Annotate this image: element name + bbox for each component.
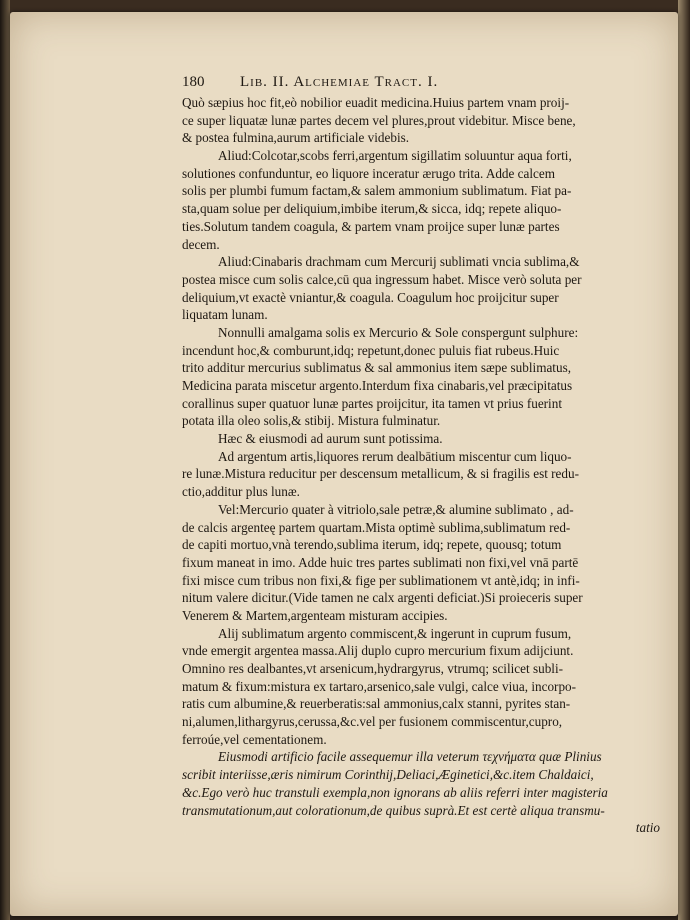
text-line: matum & fixum:mistura ex tartaro,arsenico,sale vulgi, calce viua, incorpo- [182, 678, 577, 694]
text-line: re lunæ.Mistura reducitur per descensum metallicum, & si fragilis est redu- [182, 466, 579, 482]
running-head: Lib. II. Alchemiae Tract. I. [240, 74, 439, 90]
book-page [10, 12, 678, 916]
right-page-edge [678, 0, 690, 920]
text-line: Ad argentum artis,liquores rerum dealbātium miscentur cum liquo- [218, 448, 572, 464]
text-line: scribit interiisse,æris nimirum Corinthij,Deliaci,Æginetici,&c.item Chaldaici, [182, 767, 594, 783]
text-line: liquatam lunam. [182, 307, 268, 323]
text-line: Quò sæpius hoc fit,eò nobilior euadit medicina.Huius partem vnam proij- [182, 95, 570, 110]
text-line: transmutationum,aut colorationum,de quibus suprà.Et est certè aliqua transmu- [182, 802, 605, 818]
text-block [182, 74, 660, 837]
text-line: Nonnulli amalgama solis ex Mercurio & Sole conspergunt sulphure: [218, 324, 579, 340]
text-line: sta,quam solue per deliquium,imbibe iterum,& sicca, idq; repete aliquo- [182, 201, 562, 217]
text-line: potata illa oleo solis,& stibij. Mistura fulminatur. [182, 413, 441, 429]
text-line: Medicina parata miscetur argento.Interdum fixa cinabaris,vel præcipitatus [182, 378, 573, 393]
text-line: incendunt hoc,& comburunt,idq; repetunt,donec puluis fiat rubeus.Huic [182, 342, 560, 358]
page-header [182, 74, 660, 94]
text-line: ferroúe,vel cementationem. [182, 731, 327, 747]
text-line: fixi misce cum tribus non fixi,& fige per sublimationem vt antè,idq; in infi- [182, 572, 580, 588]
text-line: fixum maneat in imo. Adde huic tres partes sublimati non fixi,vel vnā partē [182, 554, 579, 570]
text-line: Vel:Mercurio quater à vitriolo,sale petræ,& alumine sublimato , ad- [218, 501, 574, 517]
text-line: ce super liquatæ lunæ partes decem vel plures,prout videbitur. Misce bene, [182, 112, 576, 128]
text-line: ni,alumen,lithargyrus,cerussa,&c.vel per fusionem commiscentur,cupro, [182, 714, 563, 730]
text-line: postea misce cum solis calce,cū qua ingressum habet. Misce verò soluta per [182, 271, 582, 287]
text-line: corallinus super quatuor lunæ partes proijcitur, ita tamen vt prius fuerint [182, 395, 562, 411]
page-number: 180 [182, 74, 205, 90]
text-line: Alij sublimatum argento commiscent,& ingerunt in cuprum fusum, [218, 625, 572, 641]
text-line: ratis cum albumine,& reuerberatis:sal ammonius,calx stanni, pyrites stan- [182, 696, 571, 712]
text-line: deliquium,vt exactè vniantur,& coagula. Coagulum hoc proijcitur super [182, 289, 559, 305]
text-line: ties.Solutum tandem coagula, & partem vnam proijce super lunæ partes [182, 218, 560, 234]
text-line: Aliud:Cinabaris drachmam cum Mercurij sublimati vncia sublima,& [218, 254, 580, 270]
text-line: ctio,additur plus lunæ. [182, 484, 300, 500]
text-line: Omnino res dealbantes,vt arsenicum,hydrargyrus, vtrumq; scilicet subli- [182, 661, 564, 676]
text-line: de capiti mortuo,vnà terendo,sublima iterum, idq; repete, quousq; totum [182, 537, 562, 553]
text-line: solis per plumbi fumum factam,& salem ammonium sublimatum. Fiat pa- [182, 183, 572, 199]
left-page-edge [0, 0, 10, 920]
text-line: Eiusmodi artificio facile assequemur illa veterum τεχνήματα quæ Plinius [218, 749, 602, 765]
text-line: trito additur mercurius sublimatus & sal ammonius item sæpe sublimatus, [182, 360, 571, 376]
text-line: Hæc & eiusmodi ad aurum sunt potissima. [218, 431, 443, 447]
text-line: de calcis argenteę partem quartam.Mista optimè sublima,sublimatum red- [182, 519, 571, 535]
text-line: solutiones confunduntur, eo liquore inceratur ærugo trita. Adde calcem [182, 165, 556, 181]
text-line: decem. [182, 236, 220, 252]
text-line: &c.Ego verò huc transtuli exempla,non ignorans ab aliis referri inter magisteria [182, 784, 608, 800]
text-line: nitum valere dicitur.(Vide tamen ne calx argenti deficiat.)Si proieceris super [182, 590, 583, 606]
text-line: tatio [635, 820, 660, 836]
text-line: Venerem & Martem,argenteam misturam accipies. [182, 607, 448, 623]
text-line: Aliud:Colcotar,scobs ferri,argentum sigillatim soluuntur aqua forti, [218, 148, 572, 164]
text-line: vnde emergit argentea massa.Alij duplo cupro mercurium fixum adijciunt. [182, 643, 574, 659]
text-line: & postea fulmina,aurum artificiale videbis. [182, 130, 410, 146]
